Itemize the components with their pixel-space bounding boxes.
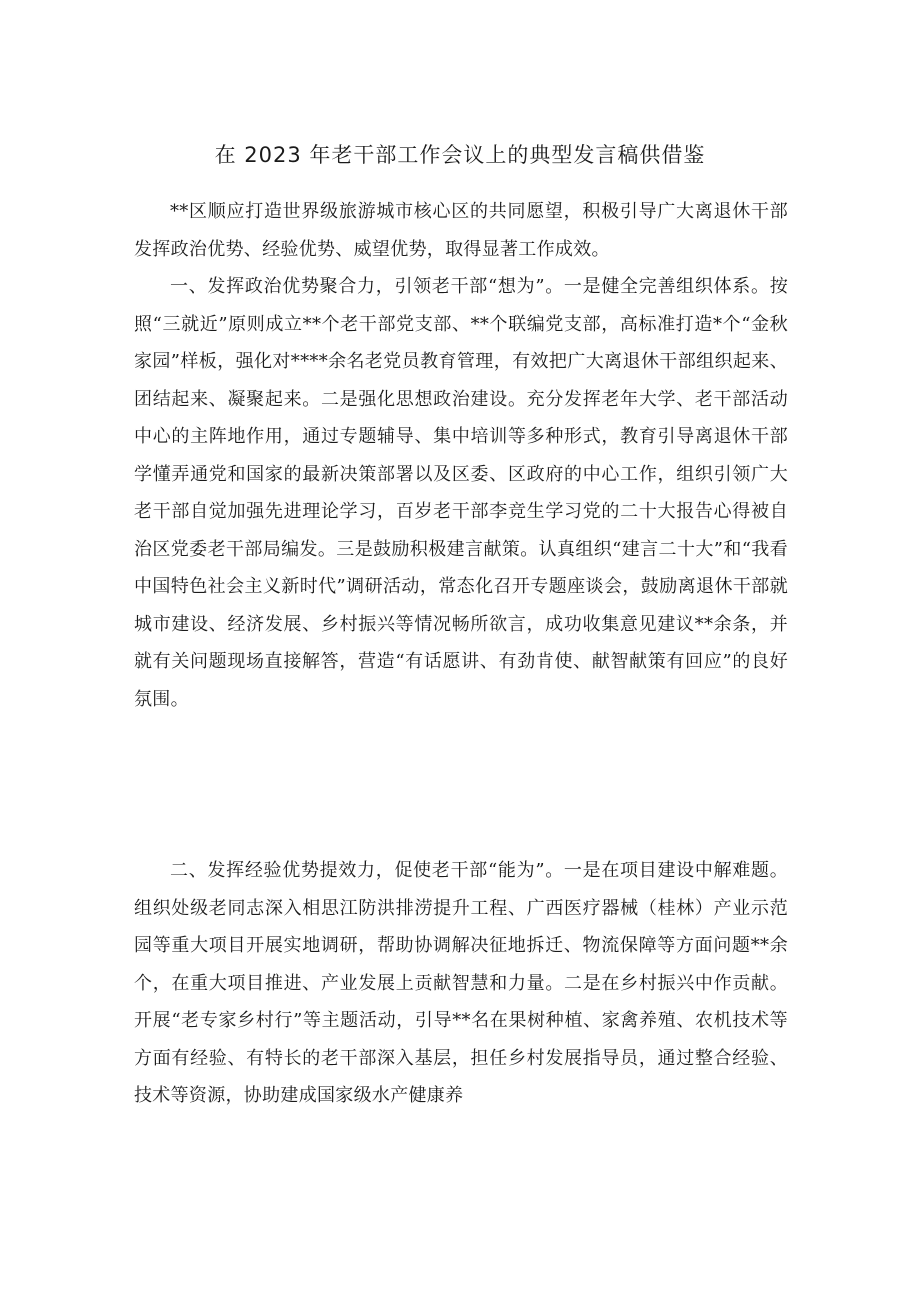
paragraph-section-one: 一、发挥政治优势聚合力，引领老干部“想为”。一是健全完善组织体系。按照“三就近”原则成立**个老干部党支部、**个联编党支部，高标准打造*个“金秋家园”样板，强化对****余名老党员教育管理，有效把广大离退休干部组织起来、团结起来、凝聚起来。二是强化思想政治建设。充分发挥老年大学、老干部活动中心的主阵地作用，通过专题辅导、集中培训等多种形式，教育引导离退休干部学懂弄通党和国家的最新决策部署以及区委、区政府的中心工作，组织引领广大老干部自觉加强先进理论学习，百岁老干部李竞生学习党的二十大报告心得被自治区党委老干部局编发。三是鼓励积极建言献策。认真组织“建言二十大”和“我看中国特色社会主义新时代”调研活动，常态化召开专题座谈会，鼓励离退休干部就城市建设、经济发展、乡村振兴等情况畅所欲言，成功收集意见建议**余条，并就有关问题现场直接解答，营造“有话愿讲、有劲肯使、献智献策有回应”的良好氛围。 (134, 276, 788, 710)
document-title: 在 2023 年老干部工作会议上的典型发言稿供借鉴 (214, 143, 706, 167)
paragraph-section-two: 二、发挥经验优势提效力，促使老干部“能为”。一是在项目建设中解难题。组织处级老同志深入相思江防洪排涝提升工程、广西医疗器械（桂林）产业示范园等重大项目开展实地调研，帮助协调解决征地拆迁、物流保障等方面问题**余个，在重大项目推进、产业发展上贡献智慧和力量。二是在乡村振兴中作贡献。开展“老专家乡村行”等主题活动，引导**名在果树种植、家禽养殖、农机技术等方面有经验、有特长的老干部深入基层，担任乡村发展指导员，通过整合经验、技术等资源，协助建成国家级水产健康养 (134, 860, 788, 1106)
paragraph-intro: **区顺应打造世界级旅游城市核心区的共同愿望，积极引导广大离退休干部发挥政治优势、经验优势、威望优势，取得显著工作成效。 (134, 201, 788, 260)
